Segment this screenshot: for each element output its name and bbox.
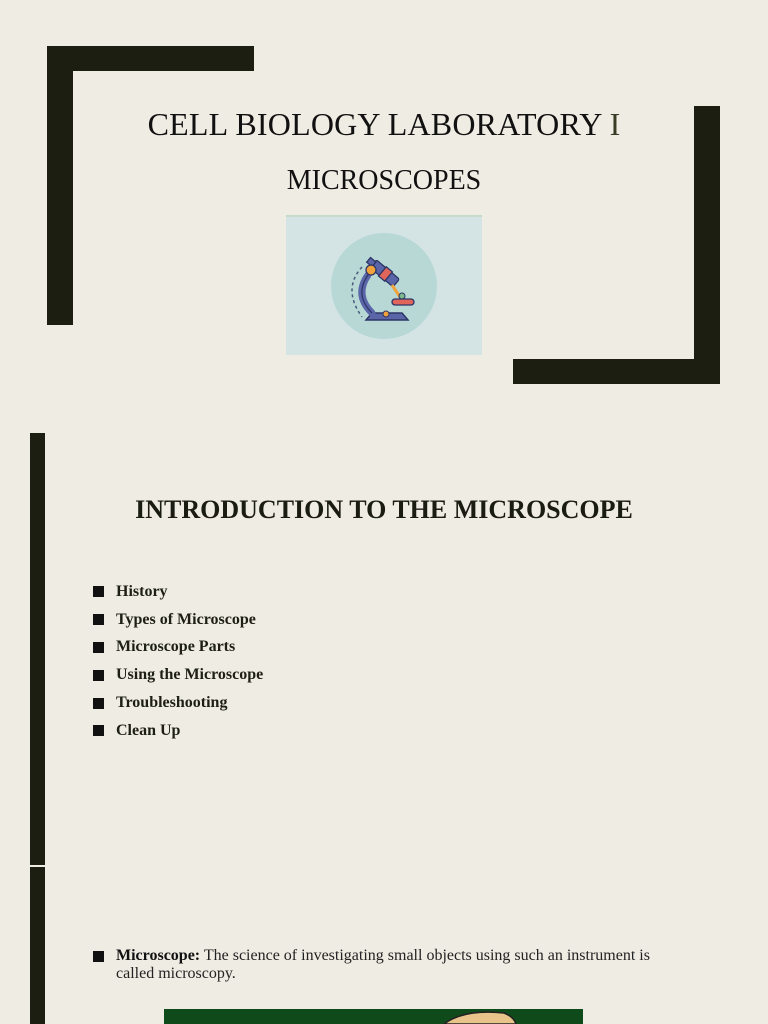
topic-list: [93, 578, 263, 745]
list-item: Clean Up: [93, 717, 263, 745]
microscope-illustration-card: [286, 215, 482, 355]
list-item: Types of Microscope: [93, 606, 263, 634]
microscope-photo: [164, 1009, 583, 1024]
frame-bar-top-left-horizontal: [47, 46, 254, 71]
definition-text: [116, 947, 668, 983]
frame-bar-bottom-right-vertical: [694, 106, 720, 384]
list-item: Using the Microscope: [93, 661, 263, 689]
section-heading: INTRODUCTION TO THE MICROSCOPE: [135, 495, 633, 524]
frame-bar-bottom-right-horizontal: [513, 359, 720, 384]
bullet-square-icon: [93, 614, 104, 625]
bullet-square-icon: [93, 725, 104, 736]
slide-title-main: CELL BIOLOGY LABORATORY: [147, 106, 602, 142]
bullet-square-icon: [93, 586, 104, 597]
slide-title: [0, 106, 768, 143]
slide-title-roman-numeral: I: [609, 106, 621, 142]
list-item: History: [93, 578, 263, 606]
list-item: Troubleshooting: [93, 689, 263, 717]
bullet-square-icon: [93, 951, 104, 962]
list-item: Microscope Parts: [93, 634, 263, 662]
microscope-icon: [286, 217, 482, 355]
bullet-square-icon: [93, 642, 104, 653]
slide-subtitle: MICROSCOPES: [286, 165, 482, 196]
bullet-square-icon: [93, 698, 104, 709]
definition-term: Microscope:: [116, 947, 201, 964]
definition-body: The science of investigating small objects using such an instrument is called microscopy.: [116, 947, 650, 982]
definition-item: [93, 947, 668, 983]
bullet-square-icon: [93, 670, 104, 681]
slide-accent-bar: [30, 867, 45, 1024]
